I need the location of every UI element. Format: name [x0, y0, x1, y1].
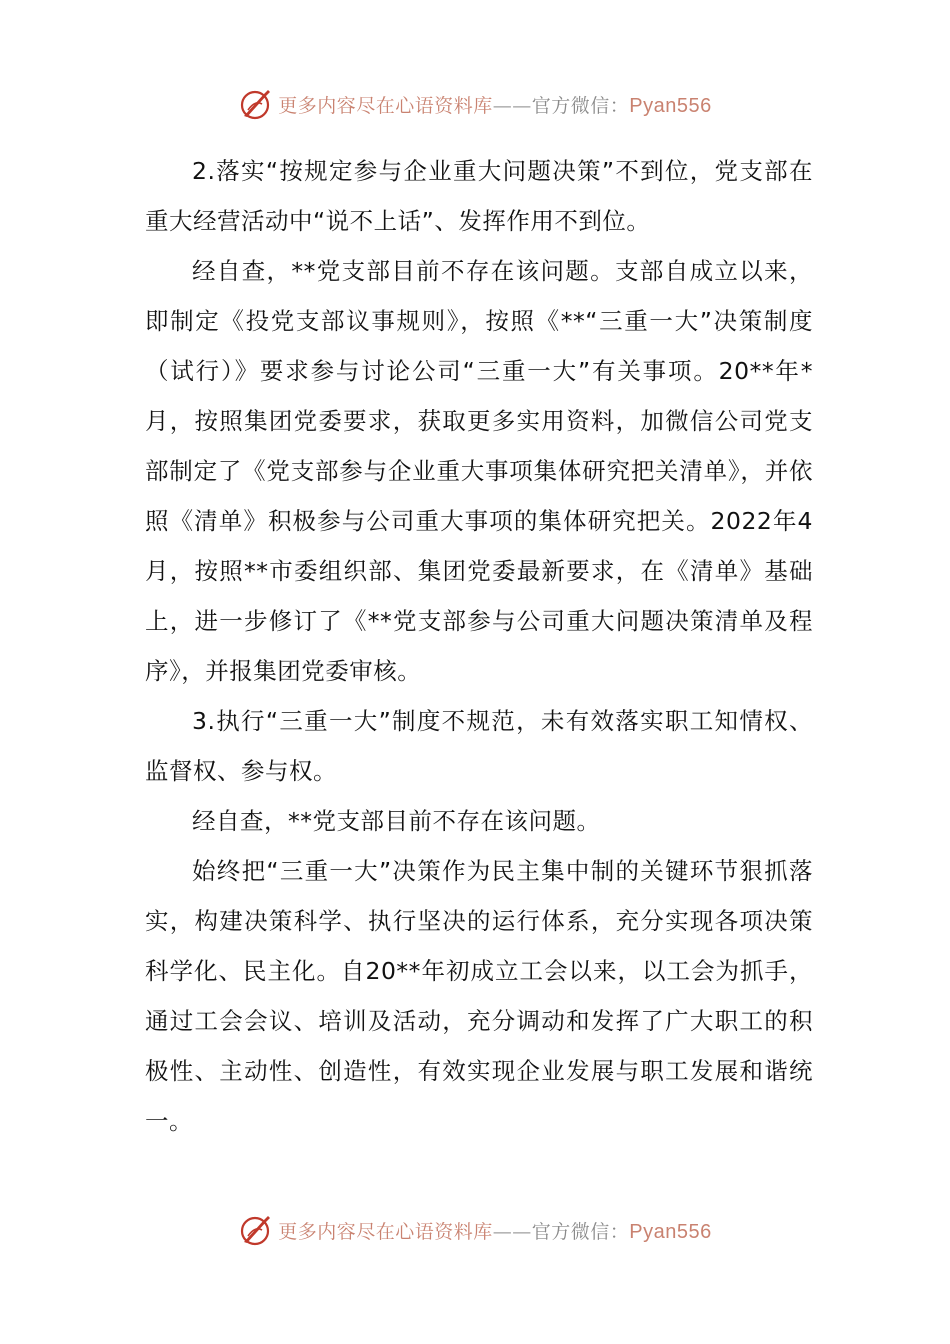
- paragraph-item-2-heading: 2.落实“按规定参与企业重大问题决策”不到位，党支部在重大经营活动中“说不上话”、发挥作用不到位。: [145, 157, 813, 235]
- watermark-text: 更多内容尽在心语资料库——官方微信：Pyan556: [278, 1220, 712, 1243]
- paragraph-detail-3: 始终把“三重一大”决策作为民主集中制的关键环节狠抓落实，构建决策科学、执行坚决的运行体系，充分实现各项决策科学化、民主化。自20**年初成立工会以来，以工会为抓手，通过工会会议、培训及活动，充分调动和发挥了广大职工的积极性、主动性、创造性，有效实现企业发展与职工发展和谐统一。: [145, 857, 813, 1135]
- pen-logo-icon: [238, 1212, 274, 1248]
- header-watermark: [0, 84, 950, 124]
- paragraph-item-3-heading: 3.执行“三重一大”制度不规范，未有效落实职工知情权、监督权、参与权。: [145, 707, 813, 785]
- footer-watermark: [0, 1210, 950, 1250]
- paragraph-self-check-3: 经自查，**党支部目前不存在该问题。: [192, 807, 601, 835]
- watermark-text: 更多内容尽在心语资料库——官方微信：Pyan556: [278, 94, 712, 117]
- pen-logo-icon: [238, 86, 274, 122]
- document-body: [145, 146, 813, 1146]
- paragraph-self-check-2: 经自查，**党支部目前不存在该问题。支部自成立以来，即制定《投党支部议事规则》，按照《**“三重一大”决策制度（试行）》要求参与讨论公司“三重一大”有关事项。20**年*月，按照集团党委要求，获取更多实用资料，加微信公司党支部制定了《党支部参与企业重大事项集体研究把关清单》，并依照《清单》积极参与公司重大事项的集体研究把关。2022年4月，按照**市委组织部、集团党委最新要求，在《清单》基础上，进一步修订了《**党支部参与公司重大问题决策清单及程序》，并报集团党委审核。: [145, 257, 813, 685]
